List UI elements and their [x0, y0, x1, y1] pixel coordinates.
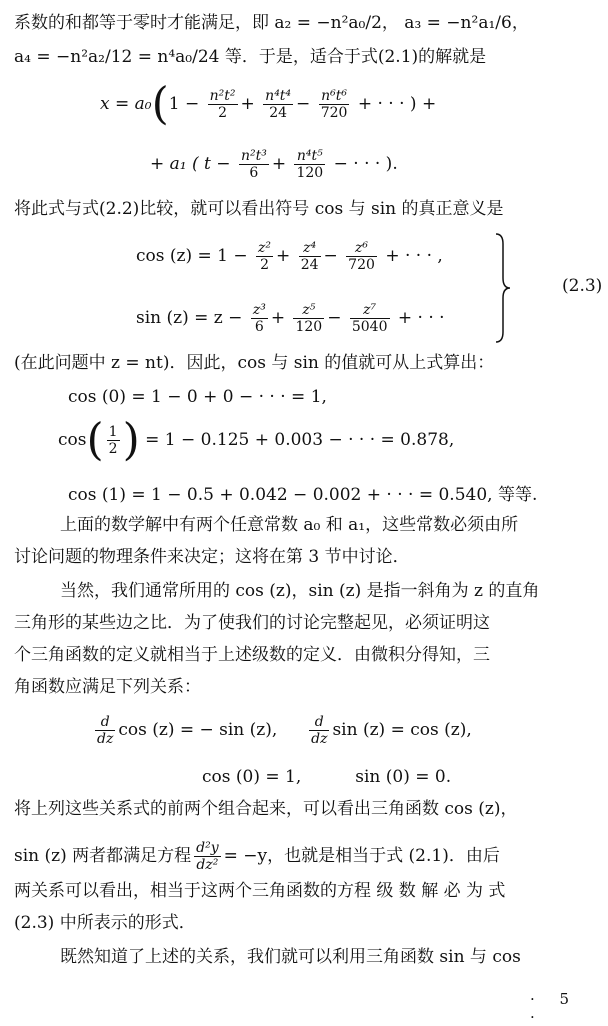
right-brace — [494, 232, 512, 344]
text-line: 当然，我们通常所用的 cos (z)，sin (z) 是指一斜角为 z 的直角 — [60, 581, 540, 601]
eq-lhs: x = a₀ — [100, 94, 152, 114]
text-line: 讨论问题的物理条件来决定；这将在第 3 节中讨论． — [14, 547, 410, 567]
fraction: $\frac{\text{n²t³}}{6}$ — [240, 148, 267, 181]
text-line: 上面的数学解中有两个任意常数 a₀ 和 a₁，这些常数必须由所 — [60, 515, 519, 535]
sin-series-equation: sin (z) = z − $\frac{\text{z³}}{6}$ + $\frac{\text{z⁵}}{120}$ − $\frac{\text{z⁷}}{5040}$ + · · · — [136, 302, 445, 335]
text-line: 既然知道了上述的关系，我们就可以利用三角函数 sin 与 cos — [60, 947, 521, 967]
solution-equation-line2: + a₁ ( t − $\frac{\text{n²t³}}{6}$ + $\frac{\text{n⁴t⁵}}{120}$ − · · · ). — [150, 148, 398, 181]
cos-value-0: cos (0) = 1 − 0 + 0 − · · · = 1, — [68, 387, 327, 407]
text-line: 将上列这些关系式的前两个组合起来，可以看出三角函数 cos (z)， — [14, 799, 518, 819]
text-line: (在此问题中 z = nt)．因此，cos 与 sin 的值就可从上式算出： — [14, 353, 495, 373]
text-line: 三角形的某些边之比．为了使我们的讨论完整起见，必须证明这 — [14, 613, 490, 633]
text-line: 两关系可以看出，相当于这两个三角函数的方程 级 数 解 必 为 式 — [14, 881, 506, 901]
fraction: $\frac{\text{n⁴t⁵}}{120}$ — [296, 148, 324, 181]
fraction: $\frac{d}{dz}$ — [97, 714, 114, 747]
fraction: $\frac{\text{z⁶}}{720}$ — [348, 240, 375, 273]
fraction: $\frac{\text{n²t²}}{2}$ — [209, 88, 236, 121]
fraction: $\frac{d}{dz}$ — [311, 714, 328, 747]
solution-equation-line1: x = a₀(1 − $\frac{\text{n²t²}}{2}$ + $\frac{\text{n⁴t⁴}}{24}$ − $\frac{\text{n⁶t⁶}}{720}$ + · · · ) + — [100, 78, 437, 130]
cos-series-equation: cos (z) = 1 − $\frac{\text{z²}}{2}$ + $\frac{\text{z⁴}}{24}$ − $\frac{\text{z⁶}}{720}$ + · · · , — [136, 240, 443, 273]
text-line: (2.3) 中所表示的形式． — [14, 913, 196, 933]
derivative-relations: $\frac{d}{dz}$ cos (z) = − sin (z), $\frac{d}{dz}$ sin (z) = cos (z), — [97, 714, 472, 747]
text-line: a₄ = −n²a₂/12 = n⁴a₀/24 等．于是，适合于式(2.1)的解就是 — [14, 47, 487, 67]
fraction: $\frac{\text{n⁶t⁶}}{720}$ — [320, 88, 348, 121]
fraction: $\frac{\text{z³}}{6}$ — [252, 302, 266, 335]
text-line: 个三角函数的定义就相当于上述级数的定义．由微积分得知，三 — [14, 645, 490, 665]
fraction: $\frac{\text{z⁷}}{5040}$ — [351, 302, 388, 335]
fraction: $\frac{\text{z⁴}}{24}$ — [300, 240, 319, 273]
fraction: $\frac{\text{z⁵}}{120}$ — [295, 302, 323, 335]
fraction: $\frac{\text{n⁴t⁴}}{24}$ — [265, 88, 292, 121]
text-line-with-ode: sin (z) 两者都满足方程 $\frac{\text{d²y}}{\text{dz²}}$ = −y，也就是相当于式 (2.1)．由后 — [14, 840, 500, 873]
equation-number: (2.3) — [562, 276, 603, 296]
ode-fraction: $\frac{\text{d²y}}{\text{dz²}}$ — [196, 840, 219, 873]
text-line: 系数的和都等于零时才能满足，即 a₂ = −n²a₀/2， a₃ = −n²a₁/6， — [14, 13, 529, 33]
initial-conditions: cos (0) = 1, sin (0) = 0. — [202, 767, 452, 787]
text-line: 将此式与式(2.2)比较，就可以看出符号 cos 与 sin 的真正意义是 — [14, 199, 504, 219]
fraction: $\frac{1}{2}$ — [108, 424, 118, 457]
fraction: $\frac{\text{z²}}{2}$ — [258, 240, 272, 273]
cos-value-1: cos (1) = 1 − 0.5 + 0.042 − 0.002 + · · · = 0.540, 等等. — [68, 485, 538, 505]
page-number: · 5 · — [530, 990, 580, 1026]
cos-value-half: cos( $\frac{1}{2}$ ) = 1 − 0.125 + 0.003 − · · · = 0.878, — [58, 414, 455, 466]
text-line: 角函数应满足下列关系： — [14, 677, 201, 697]
